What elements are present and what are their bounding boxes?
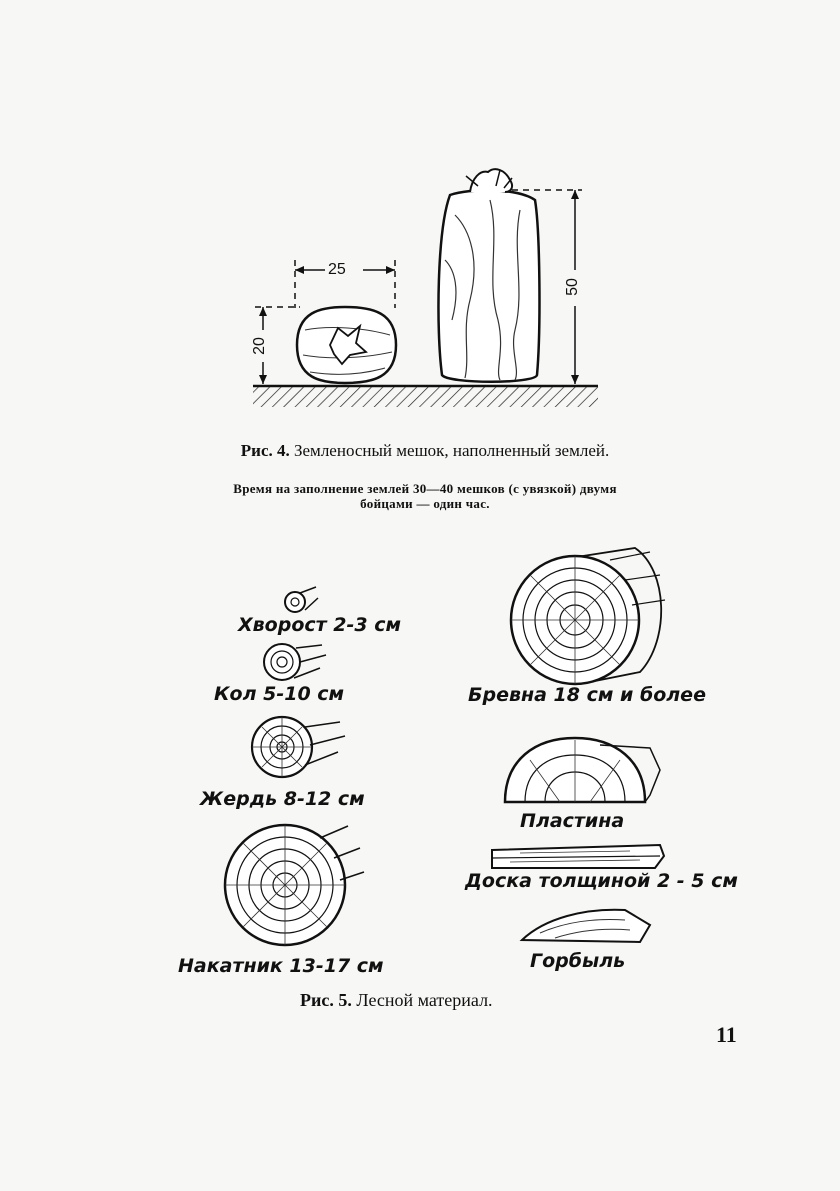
tall-sandbag [438, 169, 539, 382]
label-brevna: Бревна 18 см и более [468, 684, 706, 706]
figure4-drawing [250, 169, 598, 407]
gorbyl-drawing [522, 910, 650, 942]
kol-drawing [264, 644, 326, 680]
figure4-note: Время на заполнение землей 30—40 мешков (с увязкой) двумя бойцами — один час. [233, 481, 617, 511]
nakatnik-drawing [225, 825, 364, 945]
khvorost-drawing [285, 587, 318, 612]
figure5-caption-text: Лесной материал. [356, 990, 493, 1010]
brevna-drawing [511, 548, 665, 684]
figure5-caption [300, 990, 493, 1011]
small-sandbag [297, 307, 396, 383]
dim-tall-label: 50 [563, 278, 581, 296]
zherd-drawing [252, 717, 345, 777]
figure4-caption [240, 440, 610, 461]
dim-height-label: 20 [250, 337, 268, 355]
plastina-drawing [505, 738, 660, 802]
figure4-caption-text: Земленосный мешок, наполненный землей. [294, 441, 610, 460]
label-zherd: Жердь 8-12 см [200, 788, 365, 810]
dim-width-label: 25 [328, 261, 346, 278]
page-number: 11 [716, 1022, 737, 1047]
label-gorbyl: Горбыль [530, 950, 626, 972]
label-khvorost: Хворост 2-3 см [238, 614, 402, 636]
doska-drawing [492, 845, 664, 868]
label-doska: Доска толщиной 2 - 5 см [465, 870, 738, 892]
figure4-caption-label: Рис. 4. [240, 441, 290, 460]
label-plastina: Пластина [520, 810, 625, 832]
label-nakatnik: Накатник 13-17 см [178, 955, 384, 977]
figure5-caption-label: Рис. 5. [300, 990, 352, 1010]
label-kol: Кол 5-10 см [214, 683, 345, 705]
